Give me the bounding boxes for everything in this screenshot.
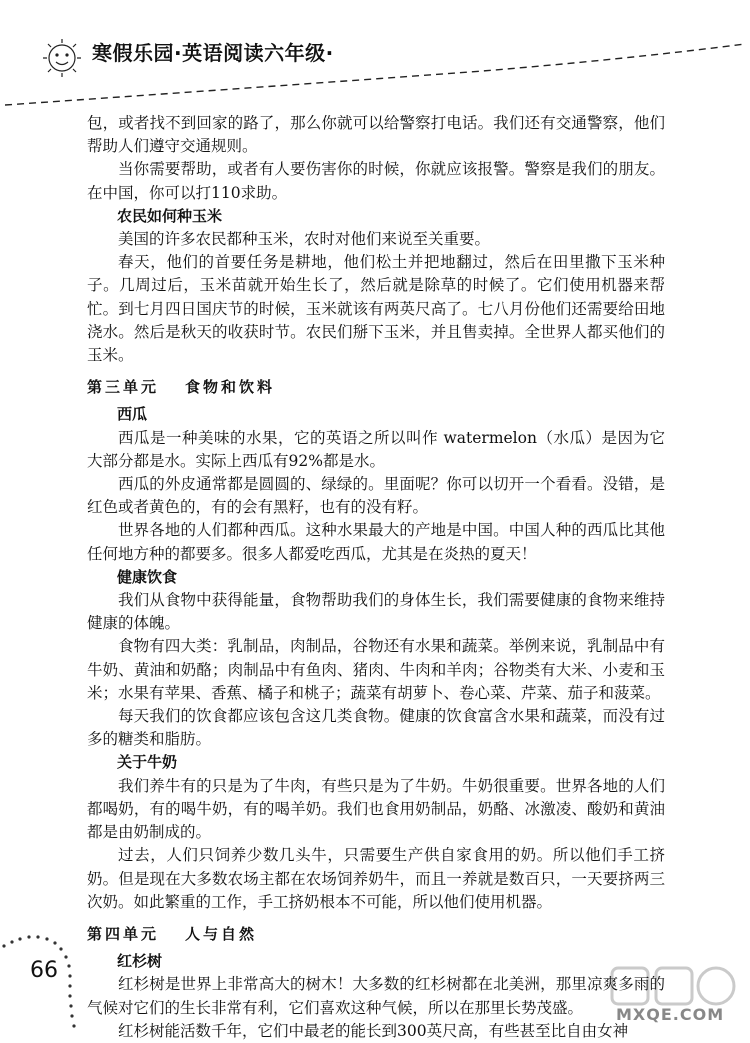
- page-number: 66: [30, 958, 58, 983]
- section-heading: 西瓜: [117, 405, 148, 424]
- page-body: [87, 112, 665, 1043]
- paragraph: 食物有四大类：乳制品，肉制品，谷物还有水果和蔬菜。举例来说，乳制品中有牛奶、黄油和奶酪；肉制品中有鱼肉、猪肉、牛肉和羊肉；谷物类有大米、小麦和玉米；水果有苹果、香蕉、橘子和桃子；蔬菜有胡萝卜、卷心菜、芹菜、茄子和菠菜。: [87, 637, 665, 702]
- paragraph: 过去，人们只饲养少数几头牛，只需要生产供自家食用的奶。所以他们手工挤奶。但是现在大多数农场主都在农场饲养奶牛，而且一养就是数百只，一天要挤两三次奶。如此繁重的工作，手工挤奶根本不可能，所以他们使用机器。: [87, 846, 665, 911]
- paragraph: 包，或者找不到回家的路了，那么你就可以给警察打电话。我们还有交通警察，他们帮助人们遵守交通规则。: [87, 114, 665, 156]
- paragraph: 红杉树是世界上非常高大的树木！大多数的红杉树都在北美洲，那里凉爽多雨的气候对它们的生长非常有利，它们喜欢这种气候，所以在那里长势茂盛。: [87, 975, 665, 1017]
- paragraph: 世界各地的人们都种西瓜。这种水果最大的产地是中国。中国人种的西瓜比其他任何地方种的都要多。很多人都爱吃西瓜，尤其是在炎热的夏天！: [87, 521, 665, 563]
- unit-number: 第三单元: [87, 378, 160, 397]
- unit-heading: [87, 923, 665, 946]
- paragraph: 西瓜是一种美味的水果，它的英语之所以叫作 watermelon（水瓜）是因为它大部分都是水。实际上西瓜有92%都是水。: [87, 428, 665, 470]
- paragraph: 当你需要帮助，或者有人要伤害你的时候，你就应该报警。警察是我们的朋友。在中国，你可以打110求助。: [87, 160, 665, 202]
- sun-mascot-icon: [40, 36, 84, 80]
- paragraph: 我们从食物中获得能量，食物帮助我们的身体生长，我们需要健康的食物来维持健康的体魄。: [87, 591, 665, 633]
- section-heading: 健康饮食: [117, 567, 178, 586]
- paragraph: 美国的许多农民都种玉米，农时对他们来说至关重要。: [118, 230, 491, 249]
- page-header: [0, 0, 750, 110]
- paragraph: 我们养牛有的只是为了牛肉，有些只是为了牛奶。牛奶很重要。世界各地的人们都喝奶，有的喝牛奶，有的喝羊奶。我们也食用奶制品，奶酪、冰激凌、酸奶和黄油都是由奶制成的。: [87, 776, 665, 842]
- paragraph: 每天我们的饮食都应该包含这几类食物。健康的饮食富含水果和蔬菜，而没有过多的糖类和脂肪。: [87, 707, 665, 749]
- unit-heading: [87, 376, 665, 399]
- paragraph: 红杉树能活数千年，它们中最老的能长到300英尺高，有些甚至比自由女神: [118, 1021, 629, 1040]
- section-heading: 关于牛奶: [117, 753, 178, 772]
- section-heading: 农民如何种玉米: [117, 206, 223, 225]
- paragraph: 西瓜的外皮通常都是圆圆的、绿绿的。里面呢？你可以切开一个看看。没错，是红色或者黄色的，有的会有黑籽，也有的没有籽。: [87, 475, 665, 517]
- watermark-text: MXQE.COM: [616, 1005, 725, 1024]
- section-heading: 红杉树: [117, 952, 163, 971]
- paragraph: 春天，他们的首要任务是耕地，他们松土并把地翻过，然后在田里撒下玉米种子。几周过后，玉米苗就开始生长了，然后就是除草的时候了。它们使用机器来帮忙。到七月四日国庆节的时候，玉米就该有两英尺高了。七八月份他们还需要给田地浇水。然后是秋天的收获时节。农民们掰下玉米，并且售卖掉。全世界人都买他们的玉米。: [87, 253, 665, 365]
- unit-title: 食物和饮料: [185, 378, 276, 397]
- unit-title: 人与自然: [185, 924, 258, 943]
- unit-number: 第四单元: [87, 924, 160, 943]
- book-title: 寒假乐园·英语阅读六年级·: [92, 41, 334, 65]
